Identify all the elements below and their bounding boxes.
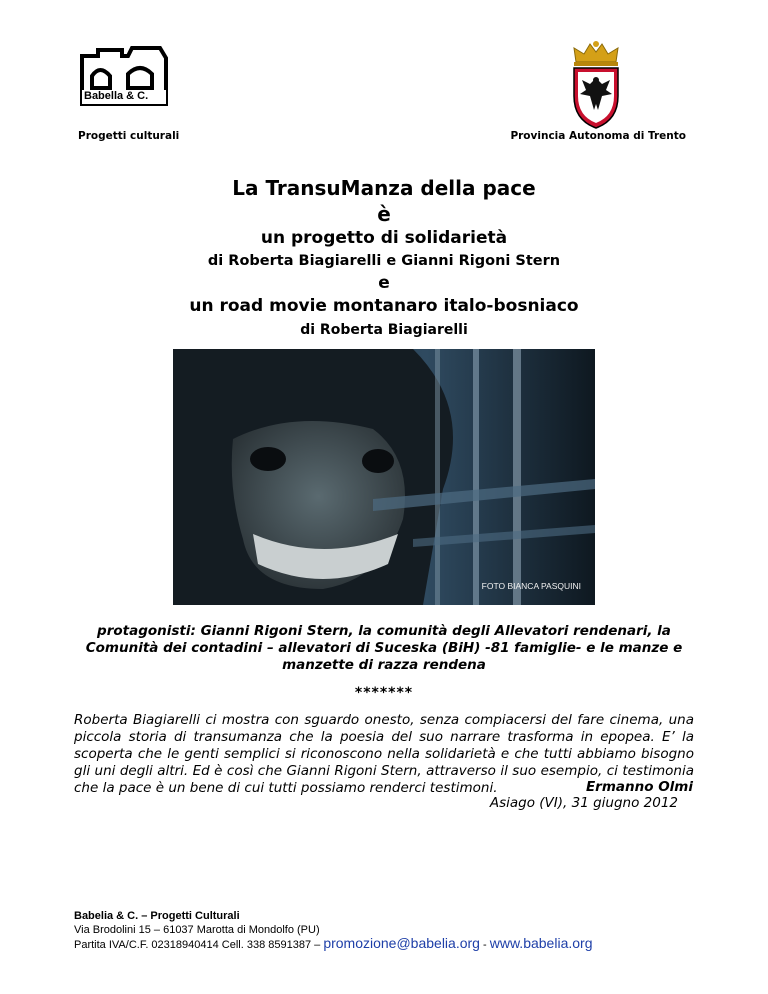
trento-crest-icon bbox=[566, 40, 626, 130]
separator: ******* bbox=[354, 685, 414, 701]
photo-credit: FOTO BIANCA PASQUINI bbox=[481, 581, 581, 591]
authors-line-2: di Roberta Biagiarelli bbox=[300, 322, 468, 338]
quote-place-date: Asiago (VI), 31 giugno 2012 bbox=[489, 795, 678, 811]
footer-contacts bbox=[74, 937, 592, 953]
subtitle-solidarity: un progetto di solidarietà bbox=[260, 228, 508, 248]
protagonists-text: protagonisti: Gianni Rigoni Stern, la comunità degli Allevatori rendenari, la Comunità dei contadini – allevatori di Suceska (BiH) -81 famiglie- e le manze e manzette di razza rendena bbox=[85, 623, 683, 673]
page-title: La TransuManza della pace bbox=[232, 176, 536, 200]
footer-address: Via Brodolini 15 – 61037 Marotta di Mondolfo (PU) bbox=[74, 923, 320, 936]
authors-line-1: di Roberta Biagiarelli e Gianni Rigoni Stern bbox=[207, 253, 561, 269]
title-conjunction-2: e bbox=[378, 273, 390, 293]
logo-text: Babella & C. bbox=[84, 90, 149, 102]
footer-vat-phone: Partita IVA/C.F. 02318940414 Cell. 338 8591387 – bbox=[74, 939, 321, 951]
right-caption: Provincia Autonoma di Trento bbox=[510, 130, 686, 142]
babelia-logo bbox=[78, 44, 168, 110]
title-conjunction-1: è bbox=[377, 202, 391, 226]
left-caption: Progetti culturali bbox=[78, 130, 180, 142]
cow-photo bbox=[173, 349, 595, 605]
subtitle-road-movie: un road movie montanaro italo-bosniaco bbox=[189, 296, 579, 316]
footer-org-name: Babelia & C. – Progetti Culturali bbox=[74, 910, 240, 922]
quote-text: Roberta Biagiarelli ci mostra con sguardo onesto, senza compiacersi del fare cinema, una piccola storia di transumanza che la poesia del suo narrare trasforma in epopea. E’ la scoperta che le genti semplici si riconoscono nella solidarietà e che tutti abbiamo bisogno gli uni degli altri. Ed è così che Gianni Rigoni Stern, attraverso il suo esempio, ci testimonia che la pace è un bene di cui tutti possiamo renderci testimoni. bbox=[74, 712, 694, 796]
email-link[interactable]: promozione@babelia.org bbox=[323, 935, 480, 951]
quote-author: Ermanno Olmi bbox=[585, 779, 693, 795]
footer-link-separator: - bbox=[483, 939, 487, 951]
footer bbox=[74, 910, 592, 953]
website-link[interactable]: www.babelia.org bbox=[489, 935, 593, 951]
